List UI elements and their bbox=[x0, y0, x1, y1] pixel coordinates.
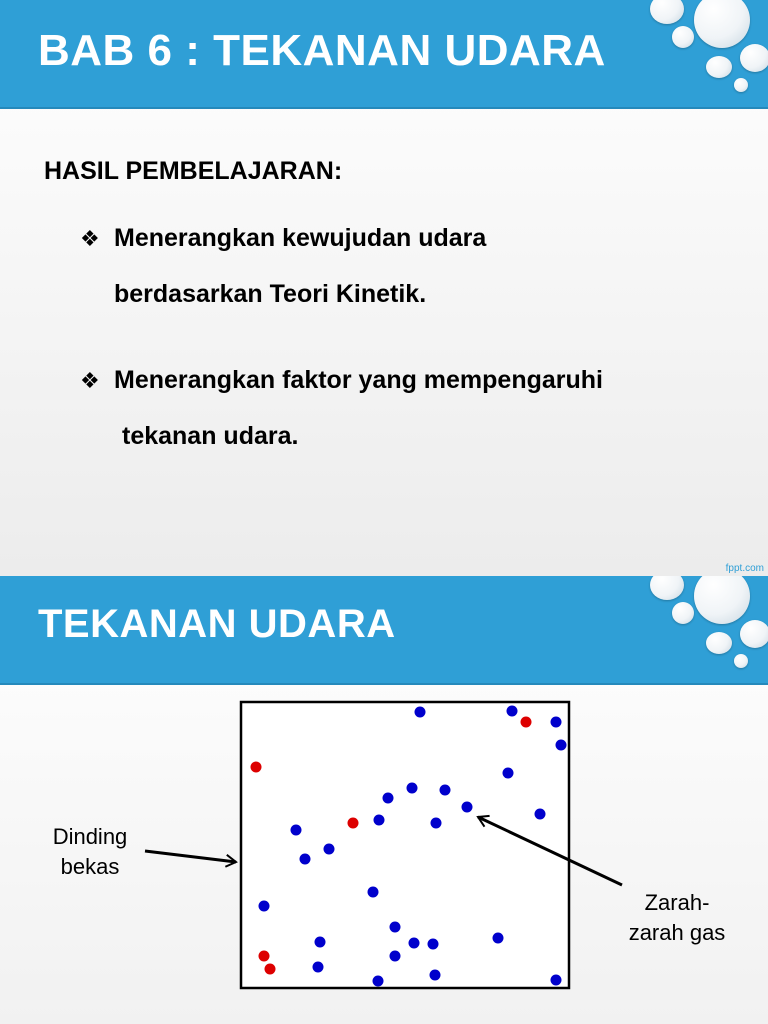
blue-gas-particle bbox=[291, 825, 302, 836]
blue-gas-particle bbox=[415, 707, 426, 718]
fppt-credit: fppt.com bbox=[725, 563, 764, 574]
wall-label-line-1: Dinding bbox=[52, 824, 128, 849]
diamond-bullet-icon: ❖ bbox=[80, 226, 100, 251]
blue-gas-particle bbox=[551, 975, 562, 986]
red-gas-particle bbox=[265, 964, 276, 975]
bullet-1-line-1: Menerangkan kewujudan udara bbox=[114, 224, 487, 252]
blue-gas-particle bbox=[313, 962, 324, 973]
bullet-2-line-1: Menerangkan faktor yang mempengaruhi bbox=[114, 366, 604, 394]
blue-gas-particle bbox=[493, 933, 504, 944]
red-gas-particle bbox=[521, 717, 532, 728]
diamond-bullet-icon: ❖ bbox=[80, 368, 100, 393]
bullet-2-line-2: tekanan udara. bbox=[122, 422, 299, 450]
blue-gas-particle bbox=[503, 768, 514, 779]
gas-label-line-1: Zarah- bbox=[644, 890, 710, 915]
gas-label-line-2: zarah gas bbox=[628, 920, 726, 945]
blue-gas-particle bbox=[462, 802, 473, 813]
blue-gas-particle bbox=[535, 809, 546, 820]
red-gas-particle bbox=[259, 951, 270, 962]
wall-label-line-2: bekas bbox=[60, 854, 120, 879]
blue-gas-particle bbox=[374, 815, 385, 826]
gas-particle-diagram bbox=[0, 576, 768, 1024]
blue-gas-particle bbox=[428, 939, 439, 950]
bullet-1-line-2: berdasarkan Teori Kinetik. bbox=[114, 280, 427, 308]
blue-gas-particle bbox=[440, 785, 451, 796]
learning-outcomes-heading: HASIL PEMBELAJARAN: bbox=[44, 157, 343, 185]
gas-label bbox=[612, 888, 742, 948]
blue-gas-particle bbox=[259, 901, 270, 912]
blue-gas-particle bbox=[407, 783, 418, 794]
blue-gas-particle bbox=[315, 937, 326, 948]
blue-gas-particle bbox=[556, 740, 567, 751]
bullet-item-2 bbox=[80, 366, 603, 395]
blue-gas-particle bbox=[373, 976, 384, 987]
blue-gas-particle bbox=[324, 844, 335, 855]
blue-gas-particle bbox=[430, 970, 441, 981]
bullet-item-1 bbox=[80, 224, 486, 253]
blue-gas-particle bbox=[390, 922, 401, 933]
blue-gas-particle bbox=[507, 706, 518, 717]
wall-arrow bbox=[145, 851, 236, 862]
blue-gas-particle bbox=[551, 717, 562, 728]
red-gas-particle bbox=[348, 818, 359, 829]
blue-gas-particle bbox=[368, 887, 379, 898]
slide-2-title: TEKANAN UDARA bbox=[38, 602, 396, 646]
blue-gas-particle bbox=[431, 818, 442, 829]
container-wall bbox=[241, 702, 569, 988]
blue-gas-particle bbox=[409, 938, 420, 949]
red-gas-particle bbox=[251, 762, 262, 773]
slide-1-header bbox=[0, 0, 768, 109]
wall-label bbox=[40, 822, 140, 882]
slide-1-title: BAB 6 : TEKANAN UDARA bbox=[38, 26, 606, 75]
slide-2 bbox=[0, 576, 768, 1024]
blue-gas-particle bbox=[383, 793, 394, 804]
blue-gas-particle bbox=[300, 854, 311, 865]
blue-gas-particle bbox=[390, 951, 401, 962]
decorative-bubbles-icon bbox=[648, 0, 768, 107]
